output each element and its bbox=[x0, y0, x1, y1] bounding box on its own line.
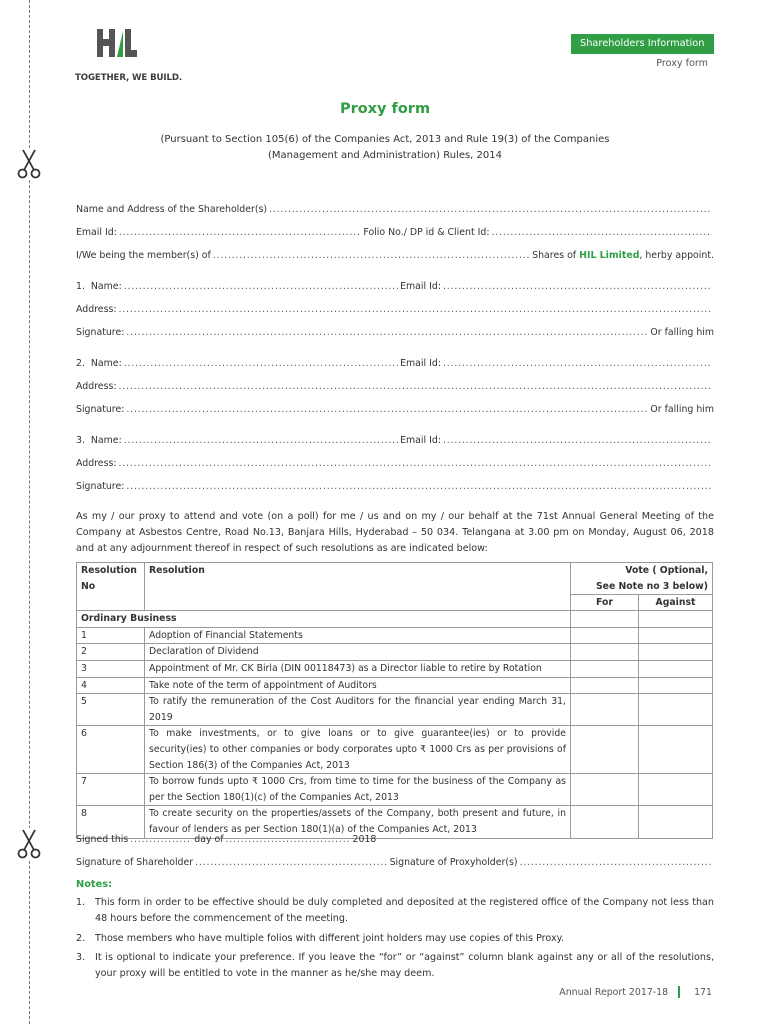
col-for: For bbox=[571, 594, 639, 611]
resolution-text: Declaration of Dividend bbox=[145, 644, 571, 661]
proxy-1-address-row[interactable] bbox=[76, 301, 714, 315]
field-label: Address: bbox=[76, 381, 117, 392]
name-address-field[interactable] bbox=[76, 201, 714, 215]
field-label: day of bbox=[194, 834, 224, 845]
note-item bbox=[76, 950, 714, 982]
vote-against-cell[interactable] bbox=[639, 677, 713, 694]
resolution-text: Appointment of Mr. CK Birla (DIN 00118473) as a Director liable to retire by Rotation bbox=[145, 661, 571, 678]
vote-for-cell[interactable] bbox=[571, 677, 639, 694]
field-label: Email Id: bbox=[76, 227, 117, 238]
vote-for-cell[interactable] bbox=[571, 774, 639, 806]
proxy-num: 3. bbox=[76, 435, 85, 446]
field-label: Name and Address of the Shareholder(s) bbox=[76, 204, 268, 215]
table-header-row bbox=[77, 594, 713, 611]
field-label: Signature: bbox=[76, 481, 125, 492]
col-resolution-no: Resolution No bbox=[77, 563, 145, 595]
table-row bbox=[77, 677, 713, 694]
footer-divider bbox=[678, 986, 680, 998]
col-resolution: Resolution bbox=[145, 563, 571, 595]
col-vote: Vote ( Optional, See Note no 3 below) bbox=[571, 563, 713, 595]
note-text: This form in order to be effective should be duly completed and deposited at the registered office of the Company not less than 48 hours before the commencement of the meeting. bbox=[95, 897, 714, 924]
field-label: , herby appoint. bbox=[639, 250, 714, 261]
vote-against-cell[interactable] bbox=[639, 627, 713, 644]
field-label: Signature: bbox=[76, 327, 125, 338]
field-label: Address: bbox=[76, 458, 117, 469]
signed-date-row[interactable] bbox=[76, 831, 714, 845]
resolution-no: 1 bbox=[77, 627, 145, 644]
field-label: Address: bbox=[76, 304, 117, 315]
proxy-num: 1. bbox=[76, 281, 85, 292]
scissors-icon bbox=[14, 148, 44, 180]
proxy-2-address-row[interactable] bbox=[76, 378, 714, 392]
vote-against-cell[interactable] bbox=[639, 611, 713, 628]
resolution-no: 4 bbox=[77, 677, 145, 694]
resolution-text: To make investments, or to give loans or to give guarantee(ies) or to provide security(ies) to other companies or body corporates upto ₹ 1000 Crs as per provisions of Section 186(3) of the Companies Act, 2013 bbox=[145, 726, 571, 774]
proxy-1-name-row[interactable] bbox=[76, 278, 714, 292]
vote-for-cell[interactable] bbox=[571, 627, 639, 644]
section-label: Ordinary Business bbox=[77, 611, 571, 628]
field-label: 2018 bbox=[352, 834, 377, 845]
vote-against-cell[interactable] bbox=[639, 774, 713, 806]
field-label: Folio No./ DP id & Client Id: bbox=[363, 227, 490, 238]
field-label: Shares of bbox=[532, 250, 577, 261]
proxy-2-signature-row[interactable] bbox=[76, 401, 714, 415]
resolution-no: 7 bbox=[77, 774, 145, 806]
table-row bbox=[77, 694, 713, 726]
page-number: 171 bbox=[694, 986, 712, 998]
vote-for-cell[interactable] bbox=[571, 611, 639, 628]
resolutions-table bbox=[76, 562, 713, 839]
resolution-no: 2 bbox=[77, 644, 145, 661]
note-item bbox=[76, 895, 714, 927]
company-name: HIL Limited bbox=[579, 250, 640, 261]
field-label: Signed this bbox=[76, 834, 129, 845]
field-label: Name: bbox=[90, 281, 122, 292]
field-label: Email Id: bbox=[400, 281, 441, 292]
proxy-3-name-row[interactable] bbox=[76, 432, 714, 446]
signatures-row[interactable] bbox=[76, 854, 714, 868]
page-footer bbox=[559, 986, 712, 998]
vote-against-cell[interactable] bbox=[639, 694, 713, 726]
table-header-row bbox=[77, 563, 713, 595]
vote-for-cell[interactable] bbox=[571, 726, 639, 774]
field-label: Name: bbox=[90, 435, 122, 446]
vote-for-cell[interactable] bbox=[571, 694, 639, 726]
field-label: Signature: bbox=[76, 404, 125, 415]
resolution-no: 6 bbox=[77, 726, 145, 774]
section-row bbox=[77, 611, 713, 628]
section-tag: Shareholders Information bbox=[571, 34, 714, 54]
email-folio-field[interactable] bbox=[76, 224, 714, 238]
resolution-no: 8 bbox=[77, 806, 145, 838]
resolution-text: Take note of the term of appointment of Auditors bbox=[145, 677, 571, 694]
page-title: Proxy form bbox=[339, 101, 431, 117]
table-row bbox=[77, 774, 713, 806]
table-row bbox=[77, 644, 713, 661]
report-name: Annual Report 2017-18 bbox=[559, 986, 669, 998]
proxy-2-name-row[interactable] bbox=[76, 355, 714, 369]
field-label: Or falling him bbox=[650, 327, 714, 338]
table-row bbox=[77, 726, 713, 774]
agm-paragraph: As my / our proxy to attend and vote (on a poll) for me / us and on my / our behalf at the 71st Annual General Meeting of the Company at Asbestos Centre, Road No.13, Banjara Hills, Hyderabad – 50 034. Telangana at 3.00 pm on Monday, August 06, 2018 and at any adjournment thereof in respect of such resolutions as are indicated below: bbox=[76, 511, 714, 554]
scissors-icon bbox=[14, 828, 44, 860]
table-row bbox=[77, 627, 713, 644]
vote-for-cell[interactable] bbox=[571, 661, 639, 678]
note-num: 2. bbox=[76, 933, 86, 944]
vote-for-cell[interactable] bbox=[571, 644, 639, 661]
resolution-text: Adoption of Financial Statements bbox=[145, 627, 571, 644]
field-label: Email Id: bbox=[400, 358, 441, 369]
resolution-text: To create security on the properties/assets of the Company, both present and future, in favour of lenders as per Section 180(1)(a) of the Companies Act, 2013 bbox=[145, 806, 571, 838]
field-label: Name: bbox=[90, 358, 122, 369]
tagline: TOGETHER, WE BUILD. bbox=[75, 73, 183, 83]
note-text: It is optional to indicate your preference. If you leave the “for” or “against” column blank against any or all of the resolutions, your proxy will be entitled to vote in the manner as he/she may deem. bbox=[95, 952, 714, 979]
resolution-text: To borrow funds upto ₹ 1000 Crs, from time to time for the business of the Company as per the Section 180(1)(c) of the Companies Act, 2013 bbox=[145, 774, 571, 806]
vote-against-cell[interactable] bbox=[639, 644, 713, 661]
table-row bbox=[77, 661, 713, 678]
header-blank bbox=[77, 594, 145, 611]
field-label: Email Id: bbox=[400, 435, 441, 446]
proxy-3-signature-row[interactable] bbox=[76, 478, 714, 492]
proxy-1-signature-row[interactable] bbox=[76, 324, 714, 338]
header-blank bbox=[145, 594, 571, 611]
resolution-no: 3 bbox=[77, 661, 145, 678]
proxy-3-address-row[interactable] bbox=[76, 455, 714, 469]
page-subtitle: (Pursuant to Section 105(6) of the Companies Act, 2013 and Rule 19(3) of the Companies (Management and Administration) Rules, 2014 bbox=[160, 134, 610, 161]
resolution-no: 5 bbox=[77, 694, 145, 726]
note-num: 3. bbox=[76, 952, 86, 963]
field-label: Or falling him bbox=[650, 404, 714, 415]
hil-logo bbox=[75, 26, 137, 60]
section-subtitle: Proxy form bbox=[656, 58, 708, 69]
notes-heading: Notes: bbox=[76, 879, 113, 890]
proxy-num: 2. bbox=[76, 358, 85, 369]
vote-against-cell[interactable] bbox=[639, 661, 713, 678]
field-label: I/We being the member(s) of bbox=[76, 250, 211, 261]
vote-against-cell[interactable] bbox=[639, 726, 713, 774]
resolution-text: To ratify the remuneration of the Cost Auditors for the financial year ending March 31, 2019 bbox=[145, 694, 571, 726]
member-field[interactable] bbox=[76, 247, 714, 261]
note-text: Those members who have multiple folios with different joint holders may use copies of this Proxy. bbox=[95, 933, 565, 944]
note-item bbox=[76, 931, 714, 947]
note-num: 1. bbox=[76, 897, 86, 908]
col-against: Against bbox=[639, 594, 713, 611]
field-label: Signature of Shareholder bbox=[76, 857, 194, 868]
field-label: Signature of Proxyholder(s) bbox=[389, 857, 518, 868]
